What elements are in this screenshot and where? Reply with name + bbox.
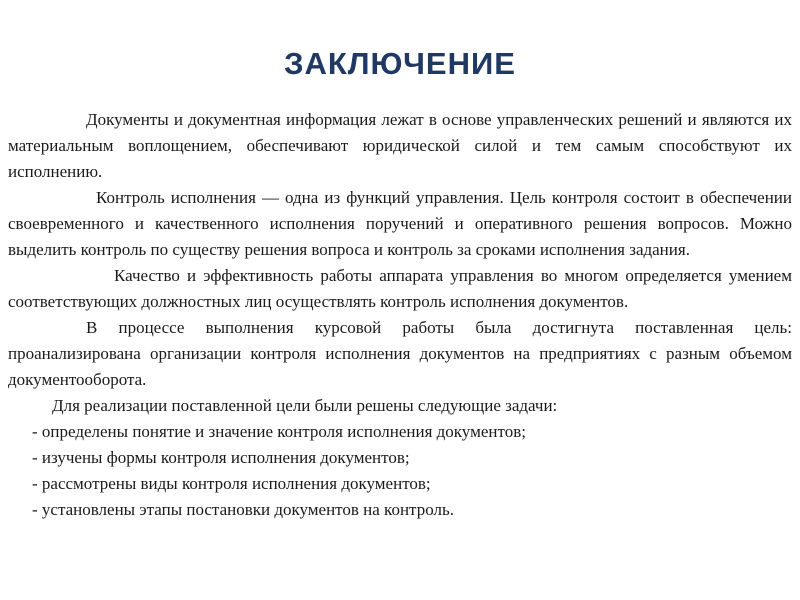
list-item: - установлены этапы постановки документов на контроль. bbox=[32, 500, 454, 519]
paragraph-goal: В процессе выполнения курсовой работы была достигнута поставленная цель: проанализирована организации контроля исполнения документов на предприятиях с разным объемом документооборота. bbox=[8, 318, 792, 389]
paragraph-quality: Качество и эффективность работы аппарата управления во многом определяется умением соответствующих должностных лиц осуществлять контроль исполнения документов. bbox=[8, 266, 792, 311]
task-list bbox=[8, 419, 792, 523]
slide-body bbox=[8, 107, 792, 523]
paragraph-control: Контроль исполнения — одна из функций управления. Цель контроля состоит в обеспечении своевременного и качественного исполнения поручений и оперативного решения вопросов. Можно выделить контроль по существу решения вопроса и контроль за сроками исполнения задания. bbox=[8, 188, 792, 259]
list-item: - определены понятие и значение контроля исполнения документов; bbox=[32, 422, 526, 441]
slide-title: ЗАКЛЮЧЕНИЕ bbox=[284, 46, 516, 81]
list-item: - изучены формы контроля исполнения документов; bbox=[32, 448, 410, 467]
paragraph-tasks-intro: Для реализации поставленной цели были решены следующие задачи: bbox=[52, 396, 558, 415]
paragraph-documents: Документы и документная информация лежат в основе управленческих решений и являются их материальным воплощением, обеспечивают юридической силой и тем самым способствуют их исполнению. bbox=[8, 110, 792, 181]
list-item: - рассмотрены виды контроля исполнения документов; bbox=[32, 474, 431, 493]
